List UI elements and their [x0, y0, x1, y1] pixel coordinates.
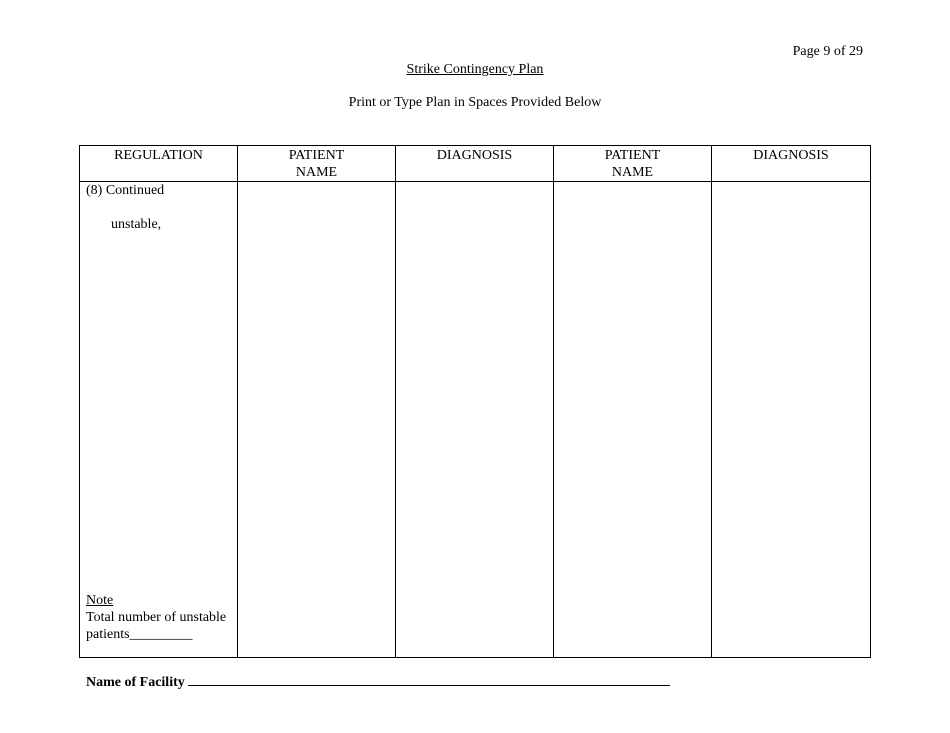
patient-name-entry-cell[interactable] — [238, 182, 396, 658]
diagnosis-entry-cell[interactable] — [396, 182, 554, 658]
column-header-label: NAME — [295, 165, 338, 180]
document-subtitle: Print or Type Plan in Spaces Provided Below — [348, 95, 602, 110]
facility-name-field[interactable] — [188, 672, 670, 686]
column-header-label: NAME — [611, 165, 654, 180]
facility-name-label: Name of Facility — [86, 675, 185, 690]
column-header-diagnosis — [396, 146, 554, 182]
column-header-patient-name — [238, 146, 396, 182]
column-header-patient-name-2 — [554, 146, 712, 182]
column-header-diagnosis-2 — [712, 146, 871, 182]
regulation-note — [86, 592, 236, 643]
patient-name-entry-cell-2[interactable] — [554, 182, 712, 658]
contingency-plan-table — [79, 145, 871, 658]
regulation-continued-text: (8) Continued — [86, 183, 165, 198]
column-header-regulation — [80, 146, 238, 182]
column-header-label: REGULATION — [114, 148, 203, 163]
facility-name-row — [86, 672, 670, 692]
regulation-unstable-text: unstable, — [111, 217, 162, 232]
page-number: Page 9 of 29 — [792, 44, 863, 59]
regulation-cell — [80, 182, 238, 658]
column-header-label: DIAGNOSIS — [753, 148, 829, 163]
table-header-row — [80, 146, 871, 182]
column-header-label: PATIENT — [288, 148, 345, 163]
column-header-label: PATIENT — [604, 148, 661, 163]
note-heading: Note — [86, 593, 114, 608]
table-row — [80, 182, 871, 658]
diagnosis-entry-cell-2[interactable] — [712, 182, 871, 658]
note-text-line: Total number of unstable — [86, 610, 227, 625]
unstable-patients-count-field[interactable]: patients_________ — [86, 627, 193, 642]
column-header-label: DIAGNOSIS — [436, 148, 513, 163]
document-title: Strike Contingency Plan — [406, 62, 544, 77]
